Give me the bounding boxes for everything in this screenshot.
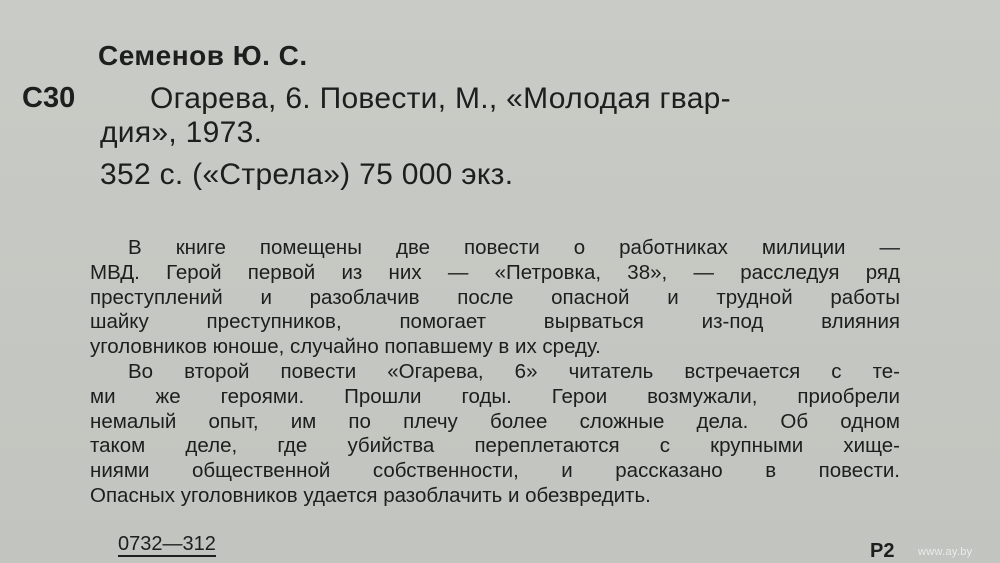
classification-code: С30 <box>22 82 76 114</box>
annotation-line: В книге помещены две повести о работниках милиции — <box>128 236 900 259</box>
biblio-line-3: 352 с. («Стрела») 75 000 экз. <box>100 158 514 191</box>
index-code: 0732—312 <box>118 533 216 555</box>
watermark: www.ay.by <box>918 546 973 558</box>
annotation-line: МВД. Герой первой из них — «Петровка, 38», — расследуя ряд <box>90 260 900 284</box>
annotation-line: преступлений и разоблачив после опасной и трудной работы <box>90 285 900 309</box>
annotation-line: ми же героями. Прошли годы. Герои возмужали, приобрели <box>90 384 900 408</box>
annotation-line: шайку преступников, помогает вырваться из-под влияния <box>90 310 900 334</box>
signature-mark: Р2 <box>870 540 895 562</box>
annotation-line: ниями общественной собственности, и рассказано в повести. <box>90 459 900 483</box>
annotation-line: Опасных уголовников удается разоблачить и обезвредить. <box>90 483 651 507</box>
biblio-line-2: дия», 1973. <box>100 116 263 149</box>
annotation-paragraph <box>90 236 900 509</box>
annotation-line: Во второй повести «Огарева, 6» читатель встречается с те- <box>128 359 900 383</box>
annotation-line: уголовников юноше, случайно попавшему в их среду. <box>90 335 601 359</box>
biblio-line-1: Огарева, 6. Повести, М., «Молодая гвар- <box>150 82 731 115</box>
annotation-line: немалый опыт, им по плечу более сложные дела. Об одном <box>90 409 900 433</box>
annotation-line: таком деле, где убийства переплетаются с крупными хище- <box>90 434 900 458</box>
author-name: Семенов Ю. С. <box>98 40 308 71</box>
